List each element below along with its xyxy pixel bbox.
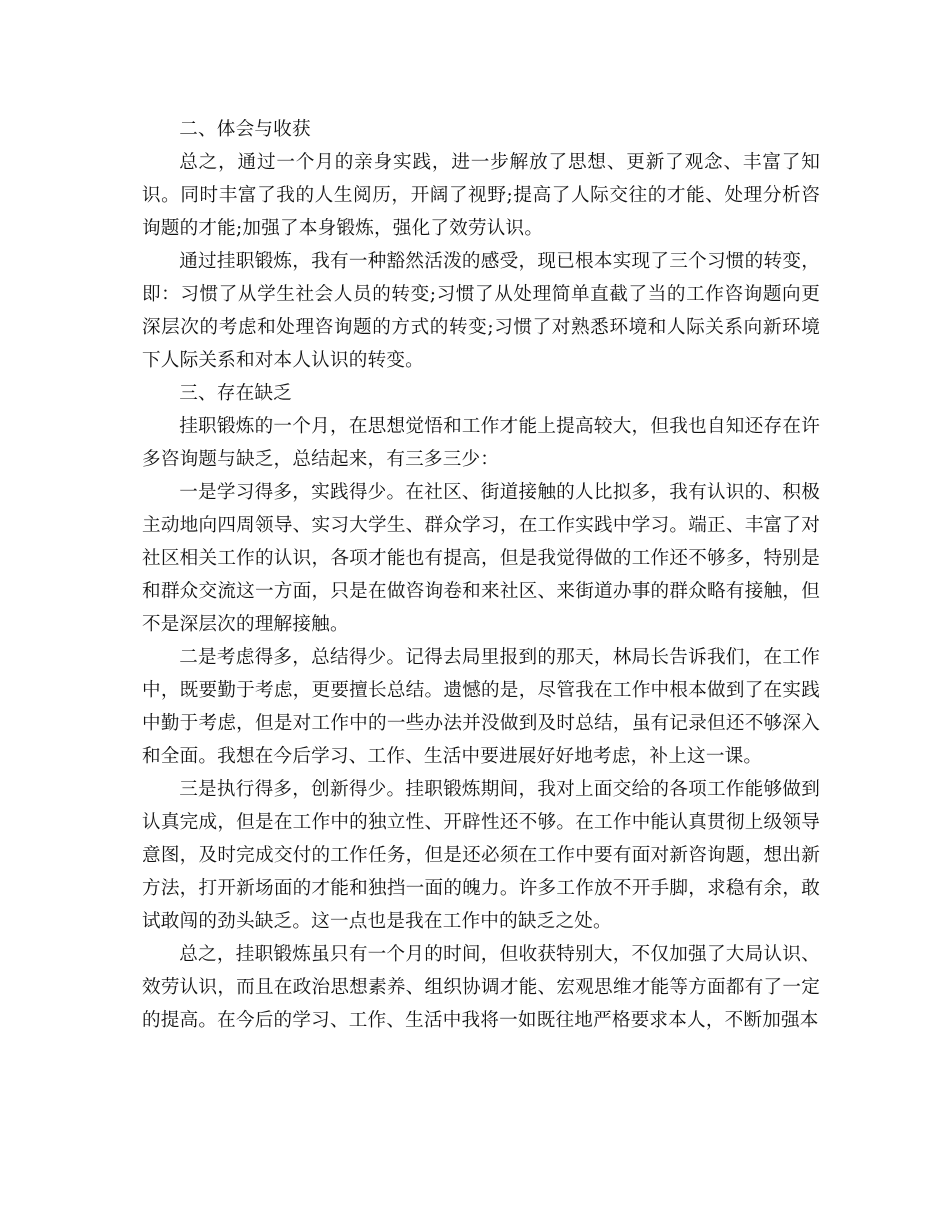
paragraph-study-vs-practice: 一是学习得多，实践得少。在社区、街道接触的人比拟多，我有认识的、积极主动地向四周领导、实习大学生、群众学习，在工作实践中学习。端正、丰富了对社区相关工作的认识，各项才能也有提高，但是我觉得做的工作还不够多，特别是和群众交流这一方面，只是在做咨询卷和来社区、来街道办事的群众略有接触，但不是深层次的理解接触。: [142, 482, 820, 635]
document-body: [142, 113, 820, 1037]
paragraph-shortcomings-intro: 挂职锻炼的一个月，在思想觉悟和工作才能上提高较大，但我也自知还存在许多咨询题与缺乏，总结起来，有三多三少：: [142, 416, 820, 470]
paragraph-conclusion: 总之，挂职锻炼虽只有一个月的时间，但收获特别大，不仅加强了大局认识、效劳认识，而且在政治思想素养、组织协调才能、宏观思维才能等方面都有了一定的提高。在今后的学习、工作、生活中我将一如既往地严格要求本人，不断加强本: [142, 944, 820, 1031]
paragraph-habit-changes: 通过挂职锻炼，我有一种豁然活泼的感受，现已根本实现了三个习惯的转变，即：习惯了从学生社会人员的转变;习惯了从处理简单直截了当的工作咨询题向更深层次的考虑和处理咨询题的方式的转变;习惯了对熟悉环境和人际关系向新环境下人际关系和对本人认识的转变。: [142, 251, 820, 371]
section-heading-experience: 二、体会与收获: [179, 119, 311, 140]
paragraph-summary-gains: 总之，通过一个月的亲身实践，进一步解放了思想、更新了观念、丰富了知识。同时丰富了我的人生阅历，开阔了视野;提高了人际交往的才能、处理分析咨询题的才能;加强了本身锻炼，强化了效劳认识。: [142, 152, 820, 239]
section-heading-shortcomings: 三、存在缺乏: [179, 383, 292, 404]
paragraph-think-vs-summarize: 二是考虑得多，总结得少。记得去局里报到的那天，林局长告诉我们，在工作中，既要勤于考虑，更要擅长总结。遗憾的是，尽管我在工作中根本做到了在实践中勤于考虑，但是对工作中的一些办法并没做到及时总结，虽有记录但还不够深入和全面。我想在今后学习、工作、生活中要进展好好地考虑，补上这一课。: [142, 647, 820, 767]
paragraph-execute-vs-innovate: 三是执行得多，创新得少。挂职锻炼期间，我对上面交给的各项工作能够做到认真完成，但是在工作中的独立性、开辟性还不够。在工作中能认真贯彻上级领导意图，及时完成交付的工作任务，但是还必须在工作中要有面对新咨询题，想出新方法，打开新场面的才能和独挡一面的魄力。许多工作放不开手脚，求稳有余，敢试敢闯的劲头缺乏。这一点也是我在工作中的缺乏之处。: [142, 779, 820, 932]
